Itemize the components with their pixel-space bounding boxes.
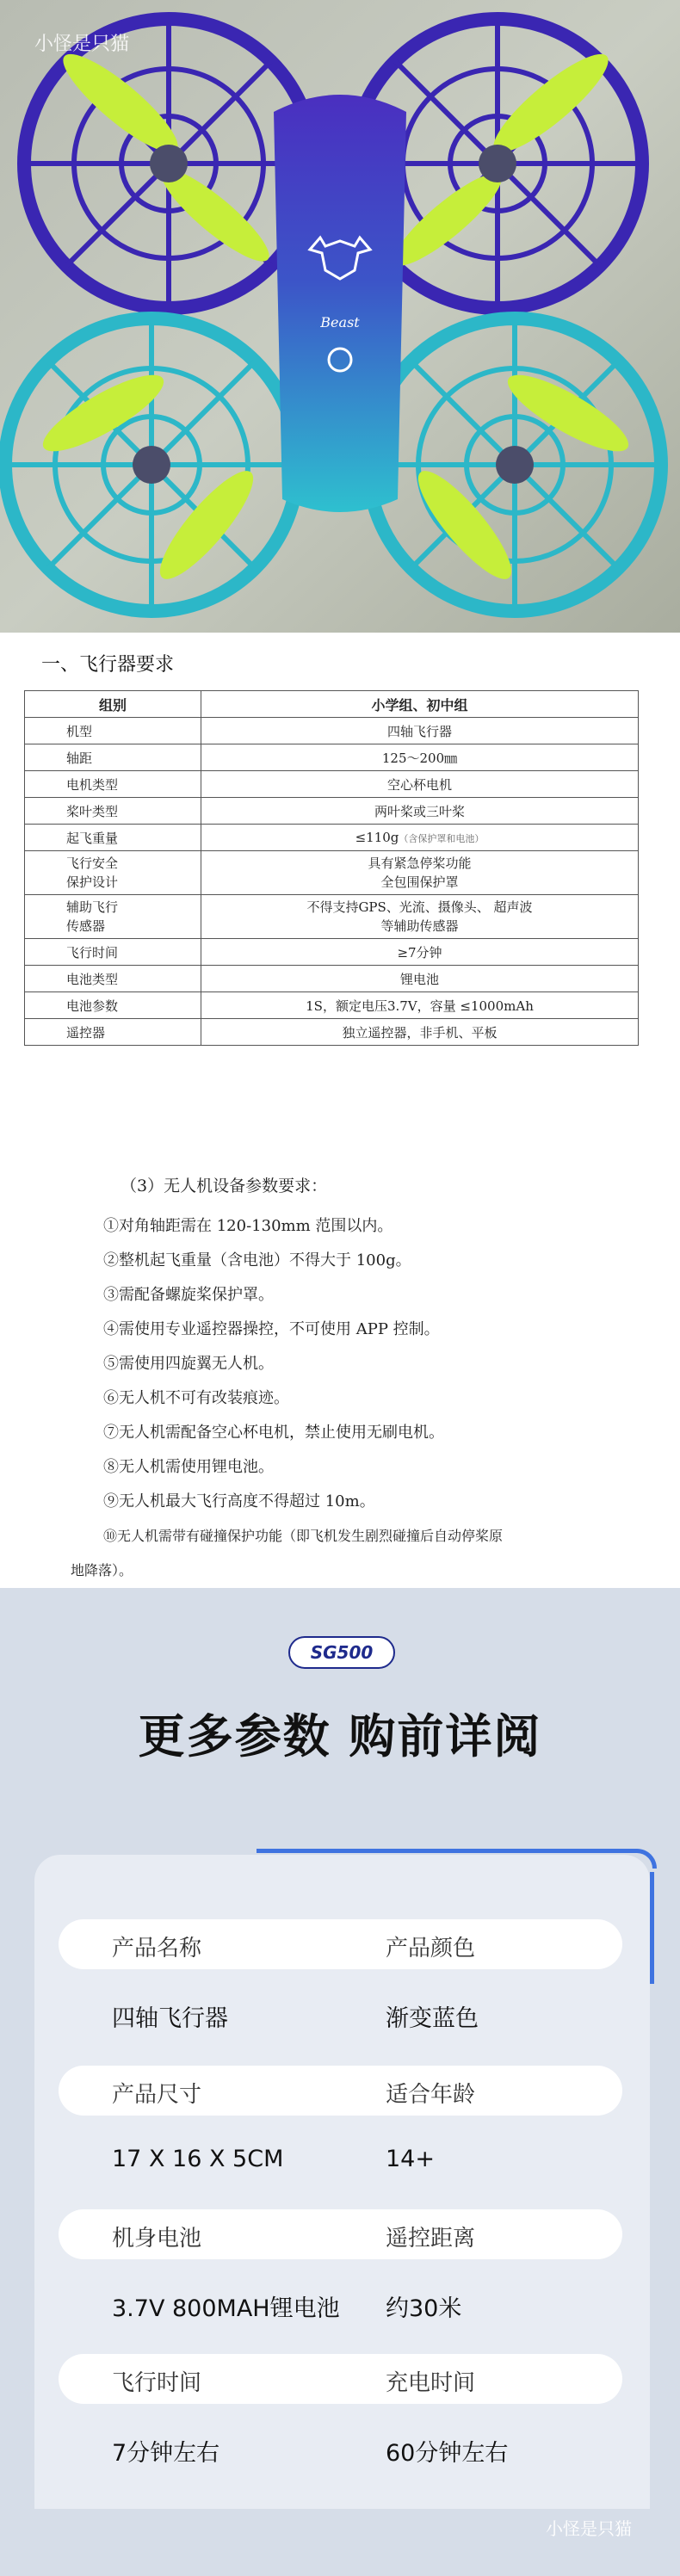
list-item: ④需使用专业遥控器操控，不可使用 APP 控制。: [103, 1320, 440, 1338]
list-item: ⑨无人机最大飞行高度不得超过 10m。: [103, 1492, 375, 1510]
table-row: [25, 851, 639, 895]
spec-value: 14+: [386, 2146, 435, 2172]
requirements-table: [24, 690, 639, 1046]
table-value: 锂电池: [201, 966, 639, 992]
list-item: ②整机起飞重量（含电池）不得大于 100g。: [103, 1251, 411, 1269]
table-key: 飞行安全 保护设计: [25, 851, 201, 895]
table-value: [201, 825, 639, 851]
section-title: 一、飞行器要求: [41, 654, 175, 676]
list-item: ①对角轴距需在 120-130mm 范围以内。: [103, 1217, 393, 1235]
table-value: ≥7分钟: [201, 939, 639, 966]
table-row: [25, 771, 639, 798]
aircraft-requirements: [0, 633, 680, 1149]
spec-label: 机身电池: [112, 2226, 202, 2252]
takeoff-weight-note: （含保护罩和电池）: [399, 833, 485, 844]
spec-label: 充电时间: [386, 2370, 476, 2396]
table-value: 两叶桨或三叶桨: [201, 798, 639, 825]
table-value: 1S，额定电压3.7V，容量 ≤1000mAh: [201, 992, 639, 1019]
table-key: 轴距: [25, 744, 201, 771]
table-row: [25, 966, 639, 992]
table-header-row: [25, 691, 639, 718]
table-key: 飞行时间: [25, 939, 201, 966]
list-item-continuation: 地降落）。: [71, 1562, 133, 1578]
list-item: ⑦无人机需配备空心杯电机，禁止使用无刷电机。: [103, 1424, 444, 1442]
list-item: ⑩无人机需带有碰撞保护功能（即飞机发生剧烈碰撞后自动停桨原: [103, 1528, 504, 1544]
list-item: ⑤需使用四旋翼无人机。: [103, 1355, 274, 1373]
spec-value: 7分钟左右: [112, 2440, 220, 2467]
table-row: [25, 895, 639, 939]
table-value: 空心杯电机: [201, 771, 639, 798]
spec-label: 产品尺寸: [112, 2082, 202, 2108]
table-header-cell: 小学组、初中组: [201, 691, 639, 718]
spec-value: 17 X 16 X 5CM: [112, 2146, 284, 2172]
takeoff-weight-value: ≤110g: [355, 830, 399, 845]
table-row: [25, 718, 639, 744]
spec-label: 适合年龄: [386, 2082, 476, 2108]
panel-title: 更多参数 购前详阅: [138, 1709, 542, 1764]
table-row: [25, 798, 639, 825]
table-value: 125～200㎜: [201, 744, 639, 771]
drone-illustration: [0, 0, 680, 633]
table-value: 不得支持GPS、光流、摄像头、 超声波 等辅助传感器: [201, 895, 639, 939]
table-row: [25, 825, 639, 851]
spec-value: 渐变蓝色: [386, 2005, 479, 2032]
table-key: 遥控器: [25, 1019, 201, 1046]
table-key: 起飞重量: [25, 825, 201, 851]
table-key: 桨叶类型: [25, 798, 201, 825]
spec-label: 遥控距离: [386, 2226, 476, 2252]
drone-logo-text: Beast: [320, 314, 360, 330]
table-row: [25, 992, 639, 1019]
spec-value: 60分钟左右: [386, 2440, 509, 2467]
spec-value: 约30米: [386, 2295, 462, 2322]
table-value: 四轴飞行器: [201, 718, 639, 744]
spec-label: 飞行时间: [112, 2370, 202, 2396]
list-item: ⑧无人机需使用锂电池。: [103, 1458, 274, 1476]
watermark-bottom: 小怪是只猫: [546, 2518, 632, 2539]
requirements-heading: （3）无人机设备参数要求：: [121, 1177, 328, 1195]
table-key: 辅助飞行 传感器: [25, 895, 201, 939]
spec-panel: [0, 1588, 680, 2576]
table-key: 机型: [25, 718, 201, 744]
card-accent-border: [257, 1849, 657, 1869]
list-item: ⑥无人机不可有改装痕迹。: [103, 1389, 289, 1407]
table-row: [25, 744, 639, 771]
requirements-list: [71, 1209, 620, 1588]
table-row: [25, 939, 639, 966]
table-key: 电机类型: [25, 771, 201, 798]
table-row: [25, 1019, 639, 1046]
spec-value: 四轴飞行器: [112, 2005, 228, 2032]
table-value: 独立遥控器，非手机、平板: [201, 1019, 639, 1046]
equipment-requirements: [0, 1149, 680, 1588]
model-badge: SG500: [288, 1636, 395, 1669]
spec-label: 产品颜色: [386, 1936, 476, 1961]
spec-label: 产品名称: [112, 1936, 202, 1961]
table-header-cell: 组别: [25, 691, 201, 718]
table-key: 电池参数: [25, 992, 201, 1019]
spec-value: 3.7V 800MAH锂电池: [112, 2295, 340, 2322]
table-key: 电池类型: [25, 966, 201, 992]
card-accent-border: [650, 1872, 654, 1984]
table-value: 具有紧急停桨功能 全包围保护罩: [201, 851, 639, 895]
drone-photo: [0, 0, 680, 633]
drone-body: [274, 95, 406, 512]
list-item: ③需配备螺旋桨保护罩。: [103, 1286, 274, 1304]
watermark-top: 小怪是只猫: [34, 34, 130, 55]
